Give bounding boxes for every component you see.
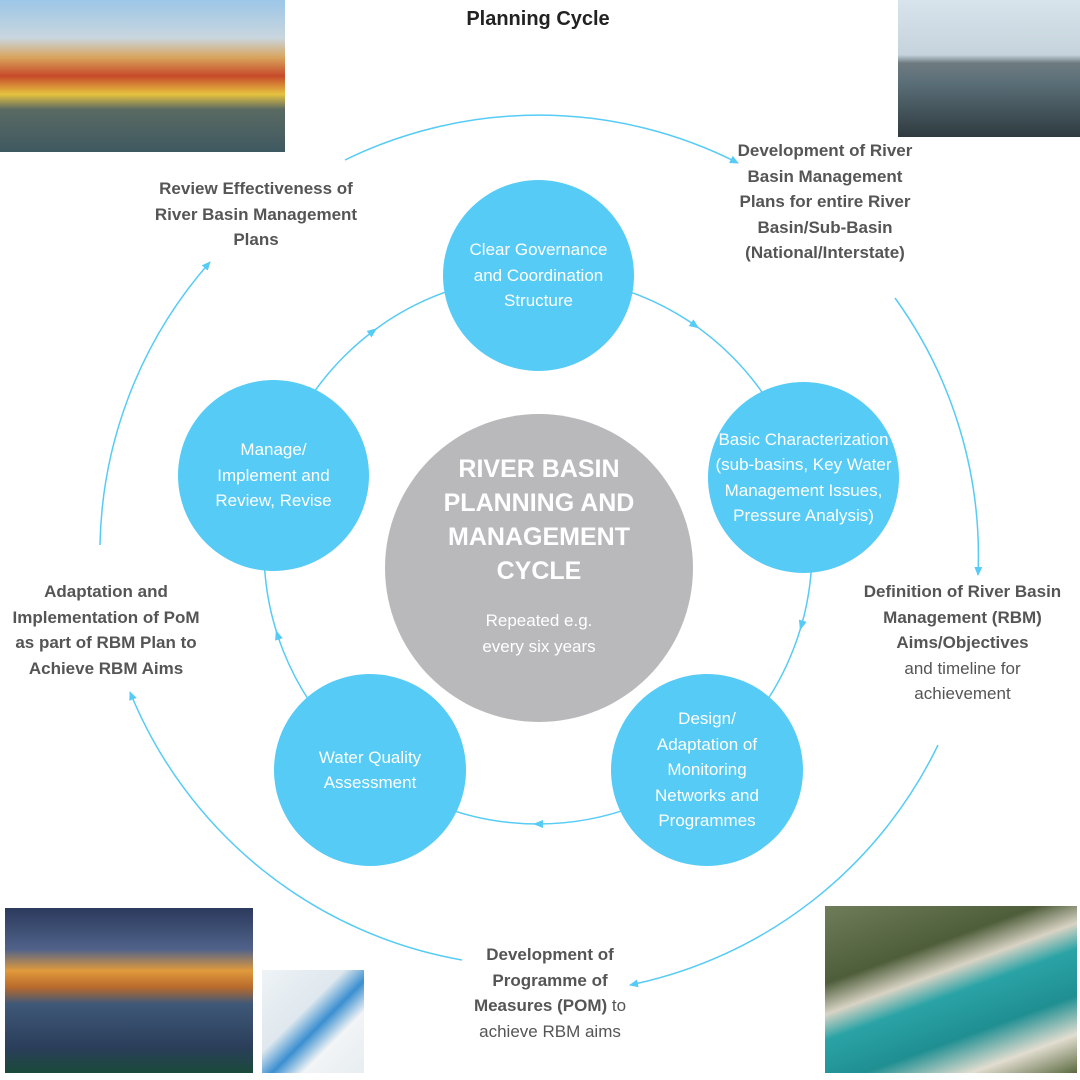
diagram-title: Planning Cycle	[466, 8, 610, 30]
label-adaptation	[2, 579, 210, 681]
inner-arrowhead	[533, 820, 543, 828]
photo-lab-scientist	[262, 970, 364, 1073]
label-text: Adaptation and Implementation of PoM as part of RBM Plan to Achieve RBM Aims	[12, 582, 200, 678]
label-definition	[855, 579, 1070, 707]
node-label: Clear Governance and Coordination Structure	[469, 240, 608, 311]
inner-arrowhead	[796, 620, 806, 632]
label-text-normal: and timeline for achievement	[904, 658, 1021, 703]
inner-arrowhead	[272, 629, 283, 641]
label-text: Review Effectiveness of River Basin Management Plans	[154, 179, 358, 249]
node-characterization	[708, 382, 899, 573]
node-label: Basic Characterization (sub-basins, Key Water Management Issues, Pressure Analysis)	[715, 429, 892, 525]
photo-river-bridge	[898, 0, 1080, 137]
inner-arrowhead	[689, 319, 702, 331]
node-manage	[178, 380, 369, 571]
label-pom	[460, 942, 640, 1044]
node-label: Manage/ Implement and Review, Revise	[215, 440, 332, 511]
label-text: Development of River Basin Management Plans for entire River Basin/Sub-Basin (National/Interstate)	[737, 141, 913, 262]
label-text-bold: Development of Programme of Measures (POM)	[473, 945, 614, 1015]
label-text-normal: to achieve RBM aims	[479, 996, 627, 1041]
center-circle	[385, 414, 693, 722]
outer-arrow-top	[345, 115, 738, 163]
node-water-quality	[274, 674, 466, 866]
node-monitoring	[611, 674, 803, 866]
center-subtitle: Repeated e.g. every six years	[482, 611, 596, 656]
label-development-plans	[725, 138, 925, 266]
label-text-bold: Definition of River Basin Management (RBM) Aims/Objectives	[863, 582, 1062, 652]
node-label: Water Quality Assessment	[318, 747, 422, 792]
node-label: Design/ Adaptation of Monitoring Networks and Programmes	[655, 709, 759, 831]
node-governance	[443, 180, 634, 371]
outer-arrow-right	[895, 298, 978, 575]
label-review	[150, 176, 362, 253]
photo-ghats-boats	[0, 0, 285, 152]
center-title: RIVER BASIN PLANNING AND MANAGEMENT CYCLE	[443, 455, 635, 585]
photo-night-ghats	[5, 908, 253, 1073]
photo-river-valley	[825, 906, 1077, 1073]
